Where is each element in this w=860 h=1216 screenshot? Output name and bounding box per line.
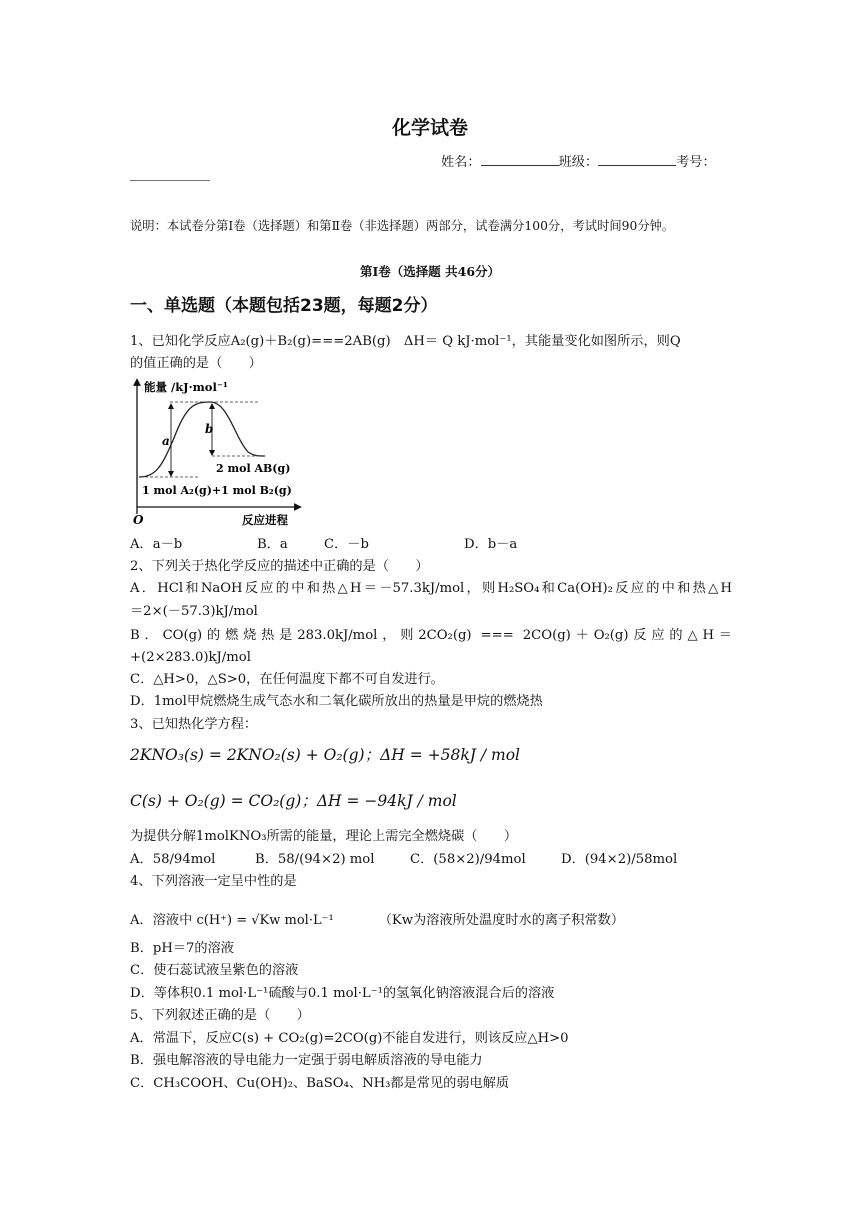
q3-equation-2: C(s) + O₂(g) = CO₂(g)；ΔH = −94kJ / mol [130, 792, 457, 810]
y-axis-label: 能量 /kJ·mol⁻¹ [144, 380, 228, 394]
q1-option-c[interactable]: C．－b [324, 537, 369, 552]
q4-option-a-prefix: A．溶液中 [130, 913, 193, 928]
q2-option-c[interactable]: C．△H>0，△S>0，在任何温度下都不可自发进行。 [130, 672, 444, 687]
instructions: 说明：本试卷分第Ⅰ卷（选择题）和第Ⅱ卷（非选择题）两部分，试卷满分100分，考试时间90分钟。 [130, 219, 675, 233]
q3-option-c[interactable]: C．(58×2)/94mol [410, 852, 526, 867]
q5-option-c[interactable]: C．CH₃COOH、Cu(OH)₂、BaSO₄、NH₃都是常见的弱电解质 [130, 1076, 510, 1091]
reactant-label: 1 mol A₂(g)+1 mol B₂(g) [142, 484, 292, 497]
q1-stem-line1: 1、已知化学反应A₂(g)＋B₂(g)===2AB(g) ΔH＝ Q kJ·mol⁻¹，其能量变化如图所示，则Q [130, 334, 681, 349]
q3-question: 为提供分解1molKNO₃所需的能量，理论上需完全燃烧碳（ ） [130, 829, 518, 844]
q4-option-a-formula: c(H⁺) = √Kw mol·L⁻¹ [196, 913, 334, 928]
page-title: 化学试卷 [391, 117, 468, 139]
q5-option-b[interactable]: B．强电解溶液的导电能力一定强于弱电解质溶液的导电能力 [130, 1053, 483, 1068]
q4-option-a[interactable] [130, 912, 624, 930]
q4-option-b[interactable]: B．pH＝7的溶液 [130, 941, 234, 956]
q3-option-b[interactable]: B．58/(94×2) mol [255, 852, 375, 867]
origin-label: O [133, 513, 144, 527]
x-axis-label: 反应进程 [242, 513, 288, 527]
exam-no-label: 考号： [676, 155, 716, 170]
exam-no-field[interactable] [130, 180, 210, 181]
q3-option-a[interactable]: A．58/94mol [130, 852, 216, 867]
section-title: 一、单选题（本题包括23题，每题2分） [130, 296, 438, 316]
q2-option-b-line1[interactable]: B．CO(g)的燃烧热是283.0kJ/mol，则2CO₂(g) === 2CO(g)＋O₂(g)反应的△H＝ [130, 628, 732, 643]
student-info-line [441, 153, 716, 171]
class-label: 班级： [558, 155, 599, 170]
q3-stem: 3、已知热化学方程： [130, 717, 258, 732]
q2-option-a-line2: ＝2×(－57.3)kJ/mol [130, 604, 258, 619]
q3-option-d[interactable]: D．(94×2)/58mol [561, 852, 678, 867]
volume-title: 第Ⅰ卷（选择题 共46分） [359, 264, 501, 279]
q1-option-d[interactable]: D．b－a [464, 537, 518, 552]
product-label: 2 mol AB(g) [216, 462, 291, 475]
q2-stem: 2、下列关于热化学反应的描述中正确的是（ ） [130, 559, 429, 574]
q4-stem: 4、下列溶液一定呈中性的是 [130, 874, 297, 889]
q2-option-a-line1[interactable]: A．HCl和NaOH反应的中和热△H＝－57.3kJ/mol，则H₂SO₄和Ca(OH)₂反应的中和热△H [130, 581, 732, 596]
class-field[interactable] [598, 153, 676, 166]
q1-options [130, 536, 517, 553]
q4-option-d[interactable]: D．等体积0.1 mol·L⁻¹硫酸与0.1 mol·L⁻¹的氢氧化钠溶液混合后的溶液 [130, 986, 555, 1001]
label-a: a [162, 434, 170, 448]
q1-option-a[interactable]: A．a－b [130, 537, 183, 552]
q4-option-c[interactable]: C．使石蕊试液呈紫色的溶液 [130, 963, 299, 978]
q4-option-a-note: （Kw为溶液所处温度时水的离子积常数） [378, 913, 625, 928]
q5-stem: 5、下列叙述正确的是（ ） [130, 1008, 310, 1023]
q1-stem-line2: 的值正确的是（ ） [130, 356, 262, 371]
q3-options [130, 851, 677, 868]
name-label: 姓名： [441, 155, 481, 170]
q2-option-b-line2: +(2×283.0)kJ/mol [130, 650, 251, 665]
q3-equation-1: 2KNO₃(s) = 2KNO₂(s) + O₂(g)；ΔH = +58kJ / mol [130, 746, 520, 764]
q1-energy-diagram [128, 378, 308, 528]
q1-option-b[interactable]: B．a [257, 537, 288, 552]
name-field[interactable] [481, 153, 559, 166]
label-b: b [205, 422, 214, 436]
q5-option-a[interactable]: A．常温下，反应C(s) + CO₂(g)=2CO(g)不能自发进行，则该反应△H>0 [130, 1031, 569, 1046]
q2-option-d[interactable]: D．1mol甲烷燃烧生成气态水和二氧化碳所放出的热量是甲烷的燃烧热 [130, 694, 543, 709]
